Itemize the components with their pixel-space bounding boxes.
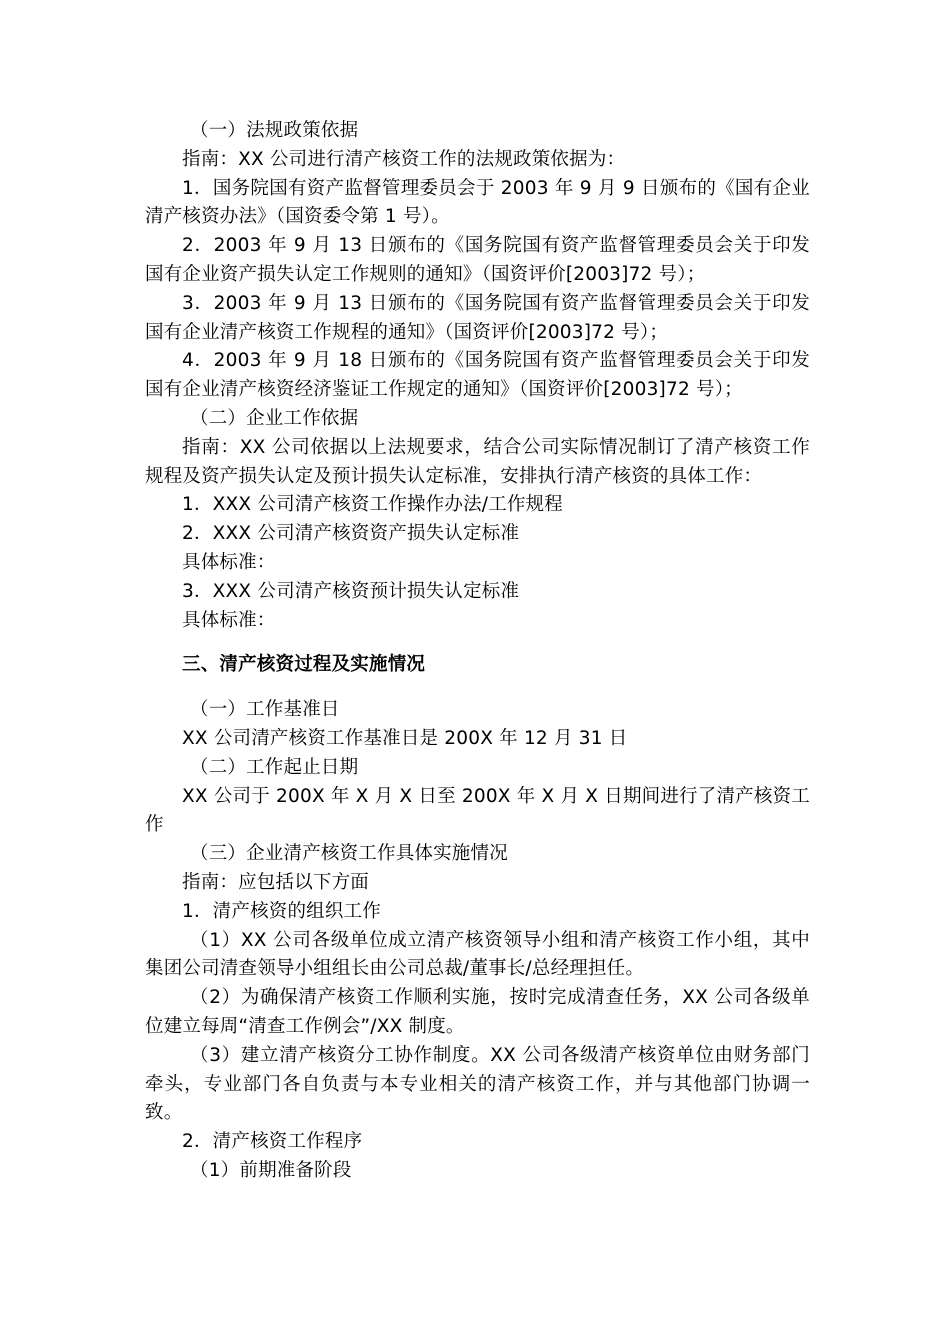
paragraph: XX 公司清产核资工作基准日是 200X 年 12 月 31 日: [182, 727, 628, 749]
list-item: （1）前期准备阶段: [190, 1159, 352, 1181]
guide-text: 指南：XX 公司进行清产核资工作的法规政策依据为：: [182, 148, 626, 170]
paragraph: （1）XX 公司各级单位成立清产核资领导小组和清产核资工作小组，其中集团公司清查领导小组组长由公司总裁/董事长/总经理担任。: [145, 929, 810, 980]
guide-text: 指南：应包括以下方面: [182, 871, 370, 893]
list-item: 1．清产核资的组织工作: [182, 900, 381, 922]
section-subtitle: （三）企业清产核资工作具体实施情况: [190, 843, 508, 865]
paragraph: （2）为确保清产核资工作顺利实施，按时完成清查任务，XX 公司各级单位建立每周“清查工作例会”/XX 制度。: [145, 987, 810, 1037]
section-heading: 三、清产核资过程及实施情况: [182, 654, 426, 676]
list-item: 1．XXX 公司清产核资工作操作办法/工作规程: [182, 494, 564, 516]
section-subtitle: （一）法规政策依据: [190, 120, 359, 141]
list-item: 2．清产核资工作程序: [182, 1131, 363, 1153]
list-item: 2．XXX 公司清产核资资产损失认定标准: [182, 523, 520, 545]
list-item: 3．2003 年 9 月 13 日颁布的《国务院国有资产监督管理委员会关于印发国有企业清产核资工作规程的通知》（国资评价[2003]72 号）；: [145, 292, 810, 343]
list-item: 3．XXX 公司清产核资预计损失认定标准: [182, 580, 520, 602]
standard-label: 具体标准：: [182, 609, 276, 631]
standard-label: 具体标准：: [182, 551, 276, 573]
paragraph: （3）建立清产核资分工协作制度。XX 公司各级清产核资单位由财务部门牵头，专业部门各自负责与本专业相关的清产核资工作，并与其他部门协调一致。: [145, 1044, 810, 1124]
list-item: 1．国务院国有资产监督管理委员会于 2003 年 9 月 9 日颁布的《国有企业清产核资办法》（国资委令第 1 号）。: [145, 177, 810, 228]
paragraph: XX 公司于 200X 年 X 月 X 日至 200X 年 X 月 X 日期间进行了清产核资工作: [145, 785, 810, 836]
section-subtitle: （二）工作起止日期: [190, 756, 359, 778]
section-subtitle: （一）工作基准日: [190, 699, 340, 721]
guide-text: 指南：XX 公司依据以上法规要求，结合公司实际情况制订了清产核资工作规程及资产损失认定及预计损失认定标准，安排执行清产核资的具体工作：: [145, 436, 810, 487]
section-subtitle: （二）企业工作依据: [190, 407, 359, 429]
list-item: 4．2003 年 9 月 18 日颁布的《国务院国有资产监督管理委员会关于印发国有企业清产核资经济鉴证工作规定的通知》（国资评价[2003]72 号）；: [145, 350, 810, 401]
document-body: [145, 117, 810, 1186]
list-item: 2．2003 年 9 月 13 日颁布的《国务院国有资产监督管理委员会关于印发国有企业资产损失认定工作规则的通知》（国资评价[2003]72 号）；: [145, 235, 810, 285]
